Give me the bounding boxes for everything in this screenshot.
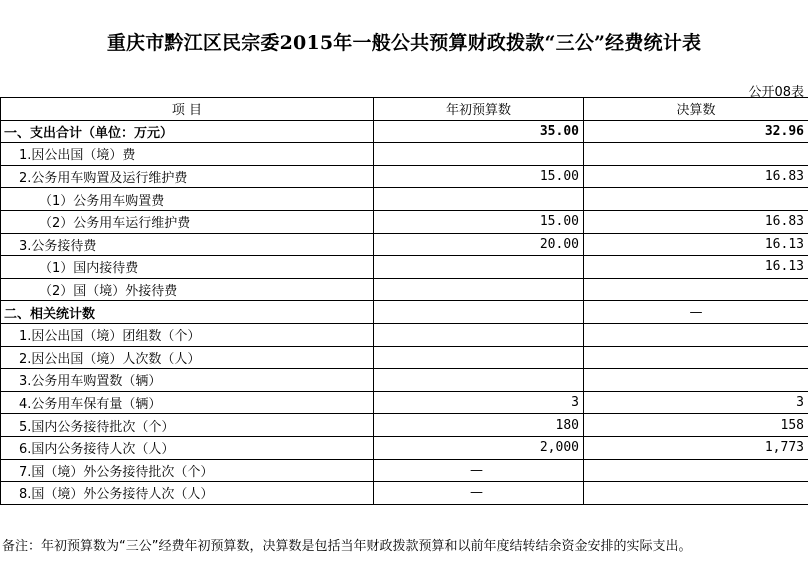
row-budget (374, 278, 584, 301)
row-actual (584, 323, 808, 346)
row-label: 3.公务接待费 (1, 233, 374, 256)
table-row (1, 165, 808, 188)
report-title: 重庆市黔江区民宗委2015年一般公共预算财政拨款“三公”经费统计表 (106, 32, 702, 54)
row-label: 5.国内公务接待批次（个） (1, 414, 374, 437)
row-budget (374, 301, 584, 324)
row-actual (584, 346, 808, 369)
row-label: （2）国（境）外接待费 (1, 278, 374, 301)
expense-table (0, 97, 808, 505)
row-label: 7.国（境）外公务接待批次（个） (1, 459, 374, 482)
table-header-row (1, 98, 808, 121)
table-row (1, 436, 808, 459)
row-actual: 16.83 (584, 210, 808, 233)
row-actual: 16.13 (584, 256, 808, 279)
table-row (1, 120, 808, 143)
row-label: 3.公务用车购置数（辆） (1, 369, 374, 392)
table-row (1, 391, 808, 414)
table-row (1, 482, 808, 505)
row-actual: 158 (584, 414, 808, 437)
footnote: 备注：年初预算数为“三公”经费年初预算数，决算数是包括当年财政拨款预算和以前年度结转结余资金安排的实际支出。 (2, 539, 692, 554)
row-actual: 1,773 (584, 436, 808, 459)
row-budget (374, 323, 584, 346)
row-budget: 20.00 (374, 233, 584, 256)
table-row (1, 369, 808, 392)
row-label: 4.公务用车保有量（辆） (1, 391, 374, 414)
row-actual (584, 369, 808, 392)
table-row (1, 233, 808, 256)
row-label: （1）国内接待费 (1, 256, 374, 279)
row-label: 1.因公出国（境）团组数（个） (1, 323, 374, 346)
table-row (1, 143, 808, 166)
row-label: （1）公务用车购置费 (1, 188, 374, 211)
table-row (1, 188, 808, 211)
row-label: 2.公务用车购置及运行维护费 (1, 165, 374, 188)
row-budget (374, 143, 584, 166)
row-actual (584, 459, 808, 482)
row-budget (374, 256, 584, 279)
row-label: （2）公务用车运行维护费 (1, 210, 374, 233)
table-row (1, 414, 808, 437)
row-budget (374, 346, 584, 369)
row-actual (584, 278, 808, 301)
header-budget: 年初预算数 (374, 98, 584, 121)
form-number: 公开08表 (748, 85, 804, 100)
row-actual (584, 188, 808, 211)
table-row (1, 256, 808, 279)
row-budget (374, 369, 584, 392)
row-actual: 3 (584, 391, 808, 414)
table-row (1, 301, 808, 324)
row-budget: 180 (374, 414, 584, 437)
table-row (1, 323, 808, 346)
row-actual: 16.83 (584, 165, 808, 188)
row-budget: 3 (374, 391, 584, 414)
row-label: 1.因公出国（境）费 (1, 143, 374, 166)
row-budget: 15.00 (374, 165, 584, 188)
row-budget (374, 188, 584, 211)
table-row (1, 346, 808, 369)
row-label: 6.国内公务接待人次（人） (1, 436, 374, 459)
row-actual: 32.96 (584, 120, 808, 143)
row-budget: 2,000 (374, 436, 584, 459)
row-label: 8.国（境）外公务接待人次（人） (1, 482, 374, 505)
row-actual (584, 143, 808, 166)
header-actual: 决算数 (584, 98, 808, 121)
row-label: 一、支出合计（单位：万元） (1, 120, 374, 143)
row-budget: 35.00 (374, 120, 584, 143)
row-budget: — (374, 459, 584, 482)
table-row (1, 459, 808, 482)
row-budget: 15.00 (374, 210, 584, 233)
table-row (1, 278, 808, 301)
row-label: 2.因公出国（境）人次数（人） (1, 346, 374, 369)
header-item: 项 目 (1, 98, 374, 121)
row-actual (584, 482, 808, 505)
row-budget: — (374, 482, 584, 505)
row-actual: 16.13 (584, 233, 808, 256)
table-row (1, 210, 808, 233)
row-label: 二、相关统计数 (1, 301, 374, 324)
row-actual: — (584, 301, 808, 324)
